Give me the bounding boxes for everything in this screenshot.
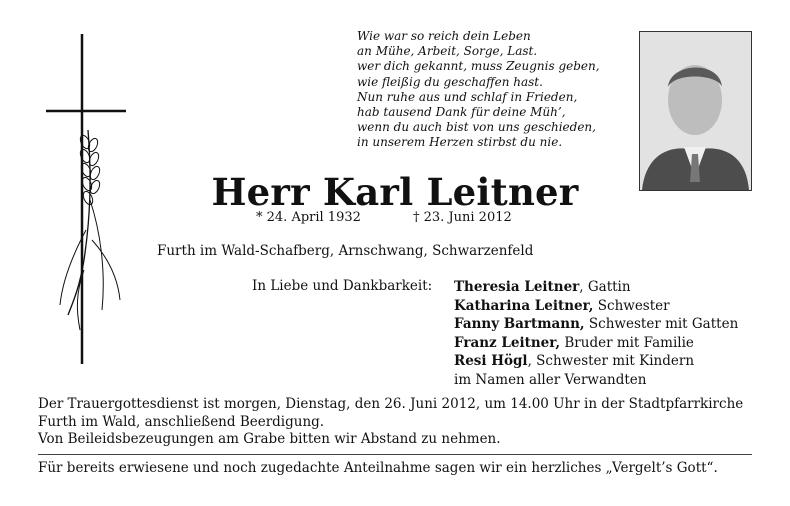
poem-line: hab tausend Dank für deine Müh’,: [357, 105, 566, 120]
divider: [38, 454, 752, 455]
mourners-list: [454, 278, 738, 390]
list-item: Fanny Bartmann, Schwester mit Gatten: [454, 316, 739, 333]
thanks-label: In Liebe und Dankbarkeit:: [252, 278, 433, 294]
poem-line: Nun ruhe aus und schlaf in Frieden,: [357, 89, 578, 104]
memorial-poem: [357, 29, 627, 151]
poem-line: Wie war so reich dein Leben: [357, 29, 531, 43]
service-line: Der Trauergottesdienst ist morgen, Dienstag, den 26. Juni 2012, um 14.00 Uhr in der Stadtpfarrkirche: [38, 396, 744, 412]
portrait-photo: [639, 31, 752, 191]
poem-line: an Mühe, Arbeit, Sorge, Last.: [357, 44, 538, 59]
place-names: Furth im Wald-Schafberg, Arnschwang, Schwarzenfeld: [157, 243, 534, 259]
list-item: Theresia Leitner, Gattin: [454, 279, 631, 295]
poem-line: in unserem Herzen stirbst du nie.: [357, 135, 563, 150]
service-notice: [38, 396, 758, 449]
deceased-name: Herr Karl Leitner: [211, 170, 579, 214]
footer-thanks: Für bereits erwiesene und noch zugedachte Anteilnahme sagen wir ein herzliches „Vergelt’s Gott“.: [38, 460, 718, 476]
birth-date: * 24. April 1932: [256, 210, 361, 225]
list-item: Katharina Leitner, Schwester: [454, 297, 670, 314]
poem-line: wer dich gekannt, muss Zeugnis geben,: [357, 59, 600, 74]
service-line: Furth im Wald, anschließend Beerdigung.: [38, 413, 325, 430]
service-line: Von Beileidsbezeugungen am Grabe bitten wir Abstand zu nehmen.: [38, 431, 501, 447]
death-date: † 23. Juni 2012: [413, 210, 512, 225]
poem-line: wenn du auch bist von uns geschieden,: [357, 120, 596, 135]
poem-line: wie fleißig du geschaffen hast.: [357, 74, 543, 89]
list-item: Franz Leitner, Bruder mit Familie: [454, 334, 694, 351]
list-item: im Namen aller Verwandten: [454, 371, 647, 388]
list-item: Resi Högl, Schwester mit Kindern: [454, 353, 695, 370]
